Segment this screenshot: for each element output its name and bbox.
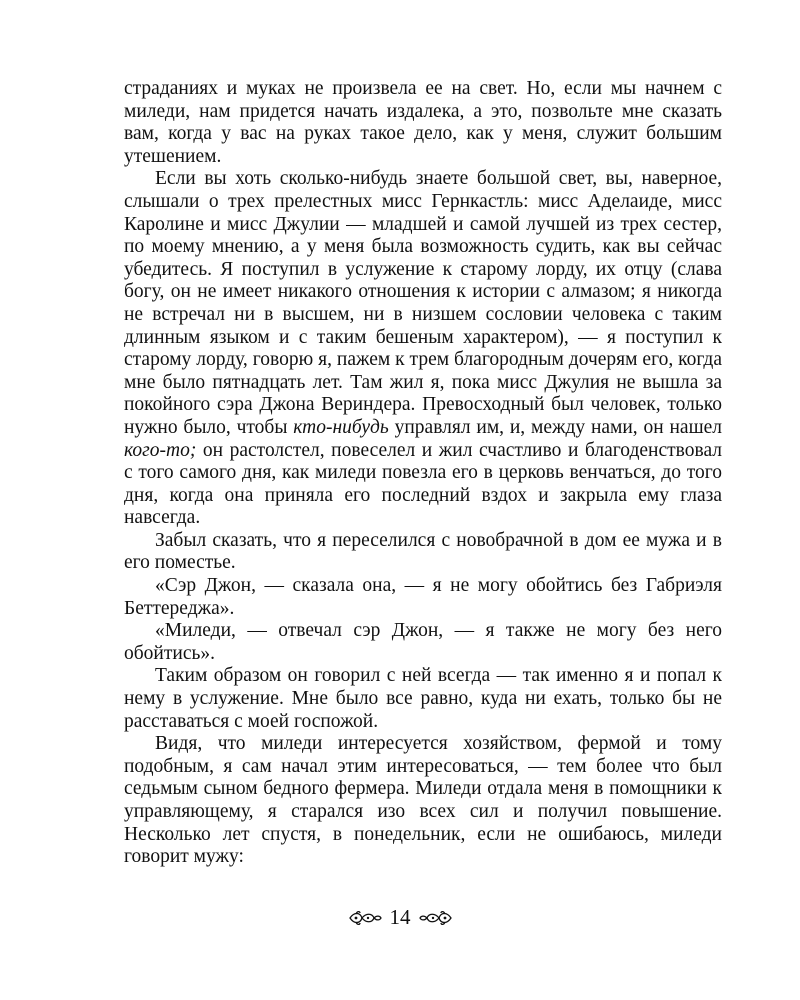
paragraph-3: Забыл сказать, что я переселился с новобрачной в дом ее мужа и в его поместье. [124, 529, 722, 574]
page-footer [0, 905, 800, 930]
body-text [124, 78, 722, 869]
paragraph-2-part-b: управлял им, и, между нами, он нашел [388, 416, 722, 438]
paragraph-2-part-c: он растолстел, повеселел и жил счастливо и благоденствовал с того самого дня, как миледи повезла его в церковь венчаться, до того дня, когда она приняла его последний вздох и закрыла ему глаза навсегда. [124, 439, 722, 529]
floral-ornament-left-icon [348, 910, 382, 926]
emphasis-kto-nibud: кто-нибудь [293, 416, 389, 438]
emphasis-kogo-to: кого-то; [124, 439, 197, 461]
floral-ornament-right-icon [419, 910, 453, 926]
paragraph-1: страданиях и муках не произвела ее на свет. Но, если мы начнем с миледи, нам придется начать издалека, а это, позвольте мне сказать вам, когда у вас на руках такое дело, как у меня, служит большим утешением. [124, 78, 722, 167]
paragraph-7: Видя, что миледи интересуется хозяйством, фермой и тому подобным, я сам начал этим интересоваться, — тем более что был седьмым сыном бедного фермера. Миледи отдала меня в помощники к управляющему, я старался изо всех сил и получил повышение. Несколько лет спустя, в понедельник, если не ошибаюсь, миледи говорит мужу: [124, 733, 722, 868]
paragraph-4: «Сэр Джон, — сказала она, — я не могу обойтись без Габриэля Беттереджа». [124, 575, 722, 619]
paragraph-2-part-a: Если вы хоть сколько-нибудь знаете большой свет, вы, наверное, слышали о трех прелестных мисс Гернкастль: мисс Аделаиде, мисс Каролине и мисс Джулии — младшей и самой лучшей из трех сестер, по моему мнению, а у меня была возможность судить, как вы сейчас убедитесь. Я поступил в услужение к старому лорду, их отцу (слава богу, он не имеет никакого отношения к истории с алмазом; я никогда не встречал ни в высшем, ни в низшем сословии человека с таким длинным языком и с таким бешеным характером), — я поступил к старому лорду, говорю я, пажем к трем благородным дочерям его, когда мне было пятнадцать лет. Там жил я, пока мисс Джулия не вышла за покойного сэра Джона Вериндера. Превосходный был человек, только нужно было, чтобы [124, 168, 722, 438]
paragraph-2 [124, 168, 722, 530]
page-number: 14 [389, 905, 411, 929]
paragraph-6: Таким образом он говорил с ней всегда — так именно я и попал к нему в услужение. Мне было все равно, куда ни ехать, только бы не расставаться с моей госпожой. [124, 665, 722, 732]
paragraph-5: «Миледи, — отвечал сэр Джон, — я также не могу без него обойтись». [124, 620, 722, 664]
